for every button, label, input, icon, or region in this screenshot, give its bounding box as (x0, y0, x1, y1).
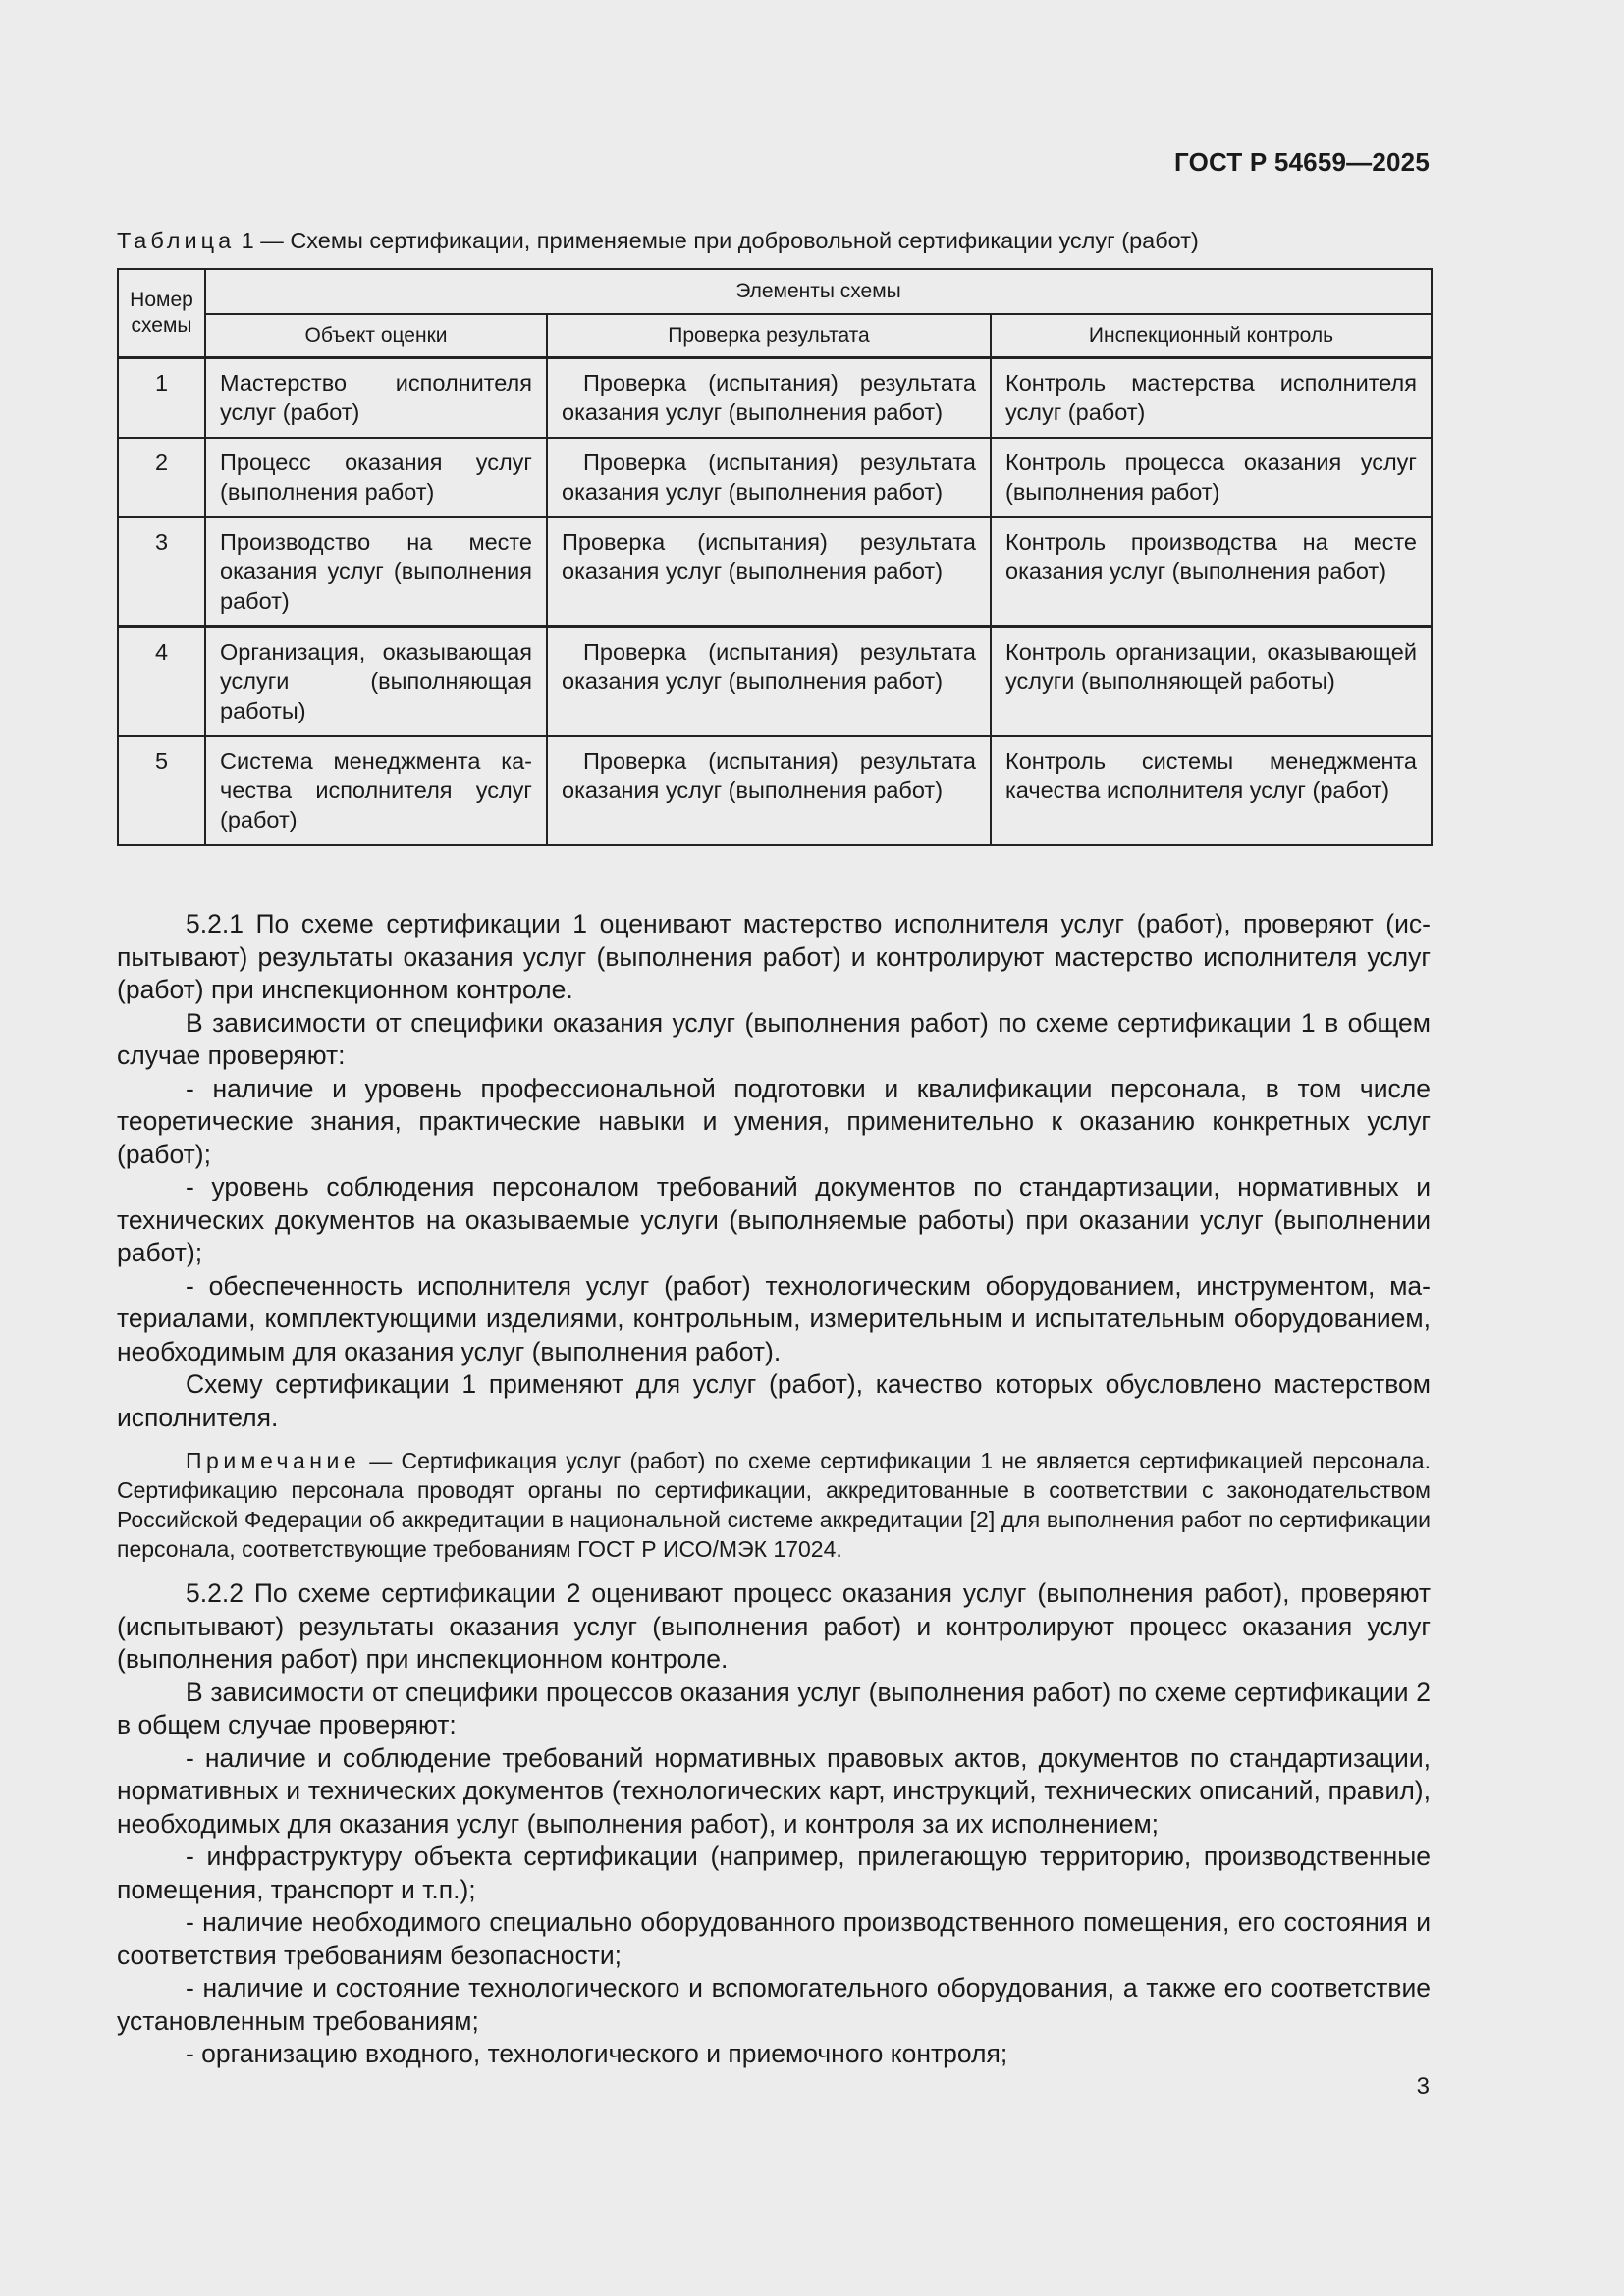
assessment-object: Процесс оказания услуг (выполнения работ) (205, 438, 547, 517)
page-number: 3 (1416, 2073, 1430, 2100)
result-check: Проверка (испытания) результата оказания услуг (выполнения работ) (547, 517, 991, 627)
inspection-control: Контроль системы менеджмента качества исполнителя услуг (работ) (991, 736, 1432, 845)
table-caption-prefix: Таблица (117, 228, 236, 253)
result-check: Проверка (испытания) результата оказания услуг (выполнения работ) (547, 627, 991, 737)
table-row (118, 627, 1432, 737)
list-item: - обеспеченность исполнителя услуг (работ) технологическим оборудованием, инструментом, материалами, комплектующими изделиями, контрольным, измерительным и испытательным оборудованием, необходимым для оказания услуг (выполнения работ). (117, 1270, 1431, 1366)
note-label: Примечание (186, 1448, 361, 1473)
header-result-check: Проверка результата (547, 314, 991, 358)
list-item: - уровень соблюдения персоналом требований документов по стандартизации, нормативных и технических документов на оказываемые услуги (выполняемые работы) при оказании услуг (выполнении работ); (117, 1172, 1431, 1267)
list-item: - инфраструктуру объекта сертификации (например, прилегающую территорию, производственные помещения, транспорт и т.п.); (117, 1842, 1431, 1904)
scheme-number: 5 (118, 736, 205, 845)
inspection-control: Контроль организации, оказывающей услуги (выполняющей работы) (991, 627, 1432, 737)
document-id-header: ГОСТ Р 54659—2025 (1174, 147, 1430, 177)
body-text (117, 908, 1431, 2071)
scheme-number: 2 (118, 438, 205, 517)
certification-schemes-table (117, 268, 1433, 846)
header-inspection-control: Инспекционный контроль (991, 314, 1432, 358)
table-row (118, 438, 1432, 517)
note (117, 1446, 1431, 1564)
paragraph: В зависимости от специфики процессов оказания услуг (выполнения работ) по схеме сертификации 2 в общем случае проверяют: (117, 1677, 1431, 1739)
result-check: Проверка (испытания) результата оказания услуг (выполнения работ) (547, 736, 991, 845)
header-scheme-elements: Элементы схемы (205, 269, 1432, 314)
list-item: - наличие и состояние технологического и вспомогательного оборудования, а также его соответствие установленным требованиям; (117, 1973, 1431, 2036)
list-item: - наличие необходимого специально оборудованного производственного помещения, его состояния и соответствия требованиям безопасности; (117, 1907, 1431, 1970)
table-row (118, 736, 1432, 845)
scheme-number: 3 (118, 517, 205, 627)
paragraph-5-2-2: 5.2.2 По схеме сертификации 2 оценивают процесс оказания услуг (выполнения работ), проверяют (испытывают) результаты оказания услуг (выполнения работ) и контролируют процесс оказания услуг (выполнения работ) при инспекционном контроле. (117, 1578, 1431, 1674)
assessment-object: Система менеджмента качества исполнителя услуг (работ) (205, 736, 547, 845)
scheme-number: 1 (118, 358, 205, 439)
header-assessment-object: Объект оценки (205, 314, 547, 358)
list-item: - наличие и уровень профессиональной подготовки и квалификации персонала, в том числе теоретические знания, практические навыки и умения, применительно к оказанию конкретных услуг (работ); (117, 1073, 1431, 1169)
assessment-object: Организация, оказывающая услуги (выполняющая работы) (205, 627, 547, 737)
result-check: Проверка (испытания) результата оказания услуг (выполнения работ) (547, 358, 991, 439)
table-caption (117, 226, 1433, 255)
assessment-object: Мастерство исполнителя услуг (работ) (205, 358, 547, 439)
header-scheme-number: Номер схемы (118, 269, 205, 358)
list-item: - наличие и соблюдение требований нормативных правовых актов, документов по стандартизации, нормативных и технических документов (технологических карт, инструкций, технических описаний, правил), необходимых для оказания услуг (выполнения работ), и контроля за их исполнением; (117, 1742, 1431, 1839)
paragraph: В зависимости от специфики оказания услуг (выполнения работ) по схеме сертификации 1 в общем случае проверяют: (117, 1007, 1431, 1070)
table-row (118, 517, 1432, 627)
inspection-control: Контроль производства на месте оказания услуг (выполнения работ) (991, 517, 1432, 627)
assessment-object: Производство на месте оказания услуг (выполнения работ) (205, 517, 547, 627)
note-text: — Сертификация услуг (работ) по схеме сертификации 1 не является сертификацией персонала. Сертификацию персонала проводят органы по сертификации, аккредитованные в соответствии с законодательством Российской Федерации об аккредитации в национальной системе аккредитации [2] для выполнения работ по сертификации персонала, соответствующие требованиям ГОСТ Р ИСО/МЭК 17024. (117, 1448, 1431, 1562)
list-item: - организацию входного, технологического и приемочного контроля; (186, 2039, 1008, 2068)
table-row (118, 358, 1432, 439)
paragraph: Схему сертификации 1 применяют для услуг (работ), качество которых обусловлено мастерством исполнителя. (117, 1369, 1431, 1432)
inspection-control: Контроль процесса оказания услуг (выполнения работ) (991, 438, 1432, 517)
paragraph-5-2-1: 5.2.1 По схеме сертификации 1 оценивают мастерство исполнителя услуг (работ), проверяют (испытывают) результаты оказания услуг (выполнения работ) и контролируют мастерство исполнителя услуг (работ) при инспекционном контроле. (117, 909, 1431, 1004)
scheme-number: 4 (118, 627, 205, 737)
result-check: Проверка (испытания) результата оказания услуг (выполнения работ) (547, 438, 991, 517)
inspection-control: Контроль мастерства исполнителя услуг (работ) (991, 358, 1432, 439)
table-caption-text: 1 — Схемы сертификации, применяемые при добровольной сертификации услуг (работ) (235, 228, 1199, 253)
